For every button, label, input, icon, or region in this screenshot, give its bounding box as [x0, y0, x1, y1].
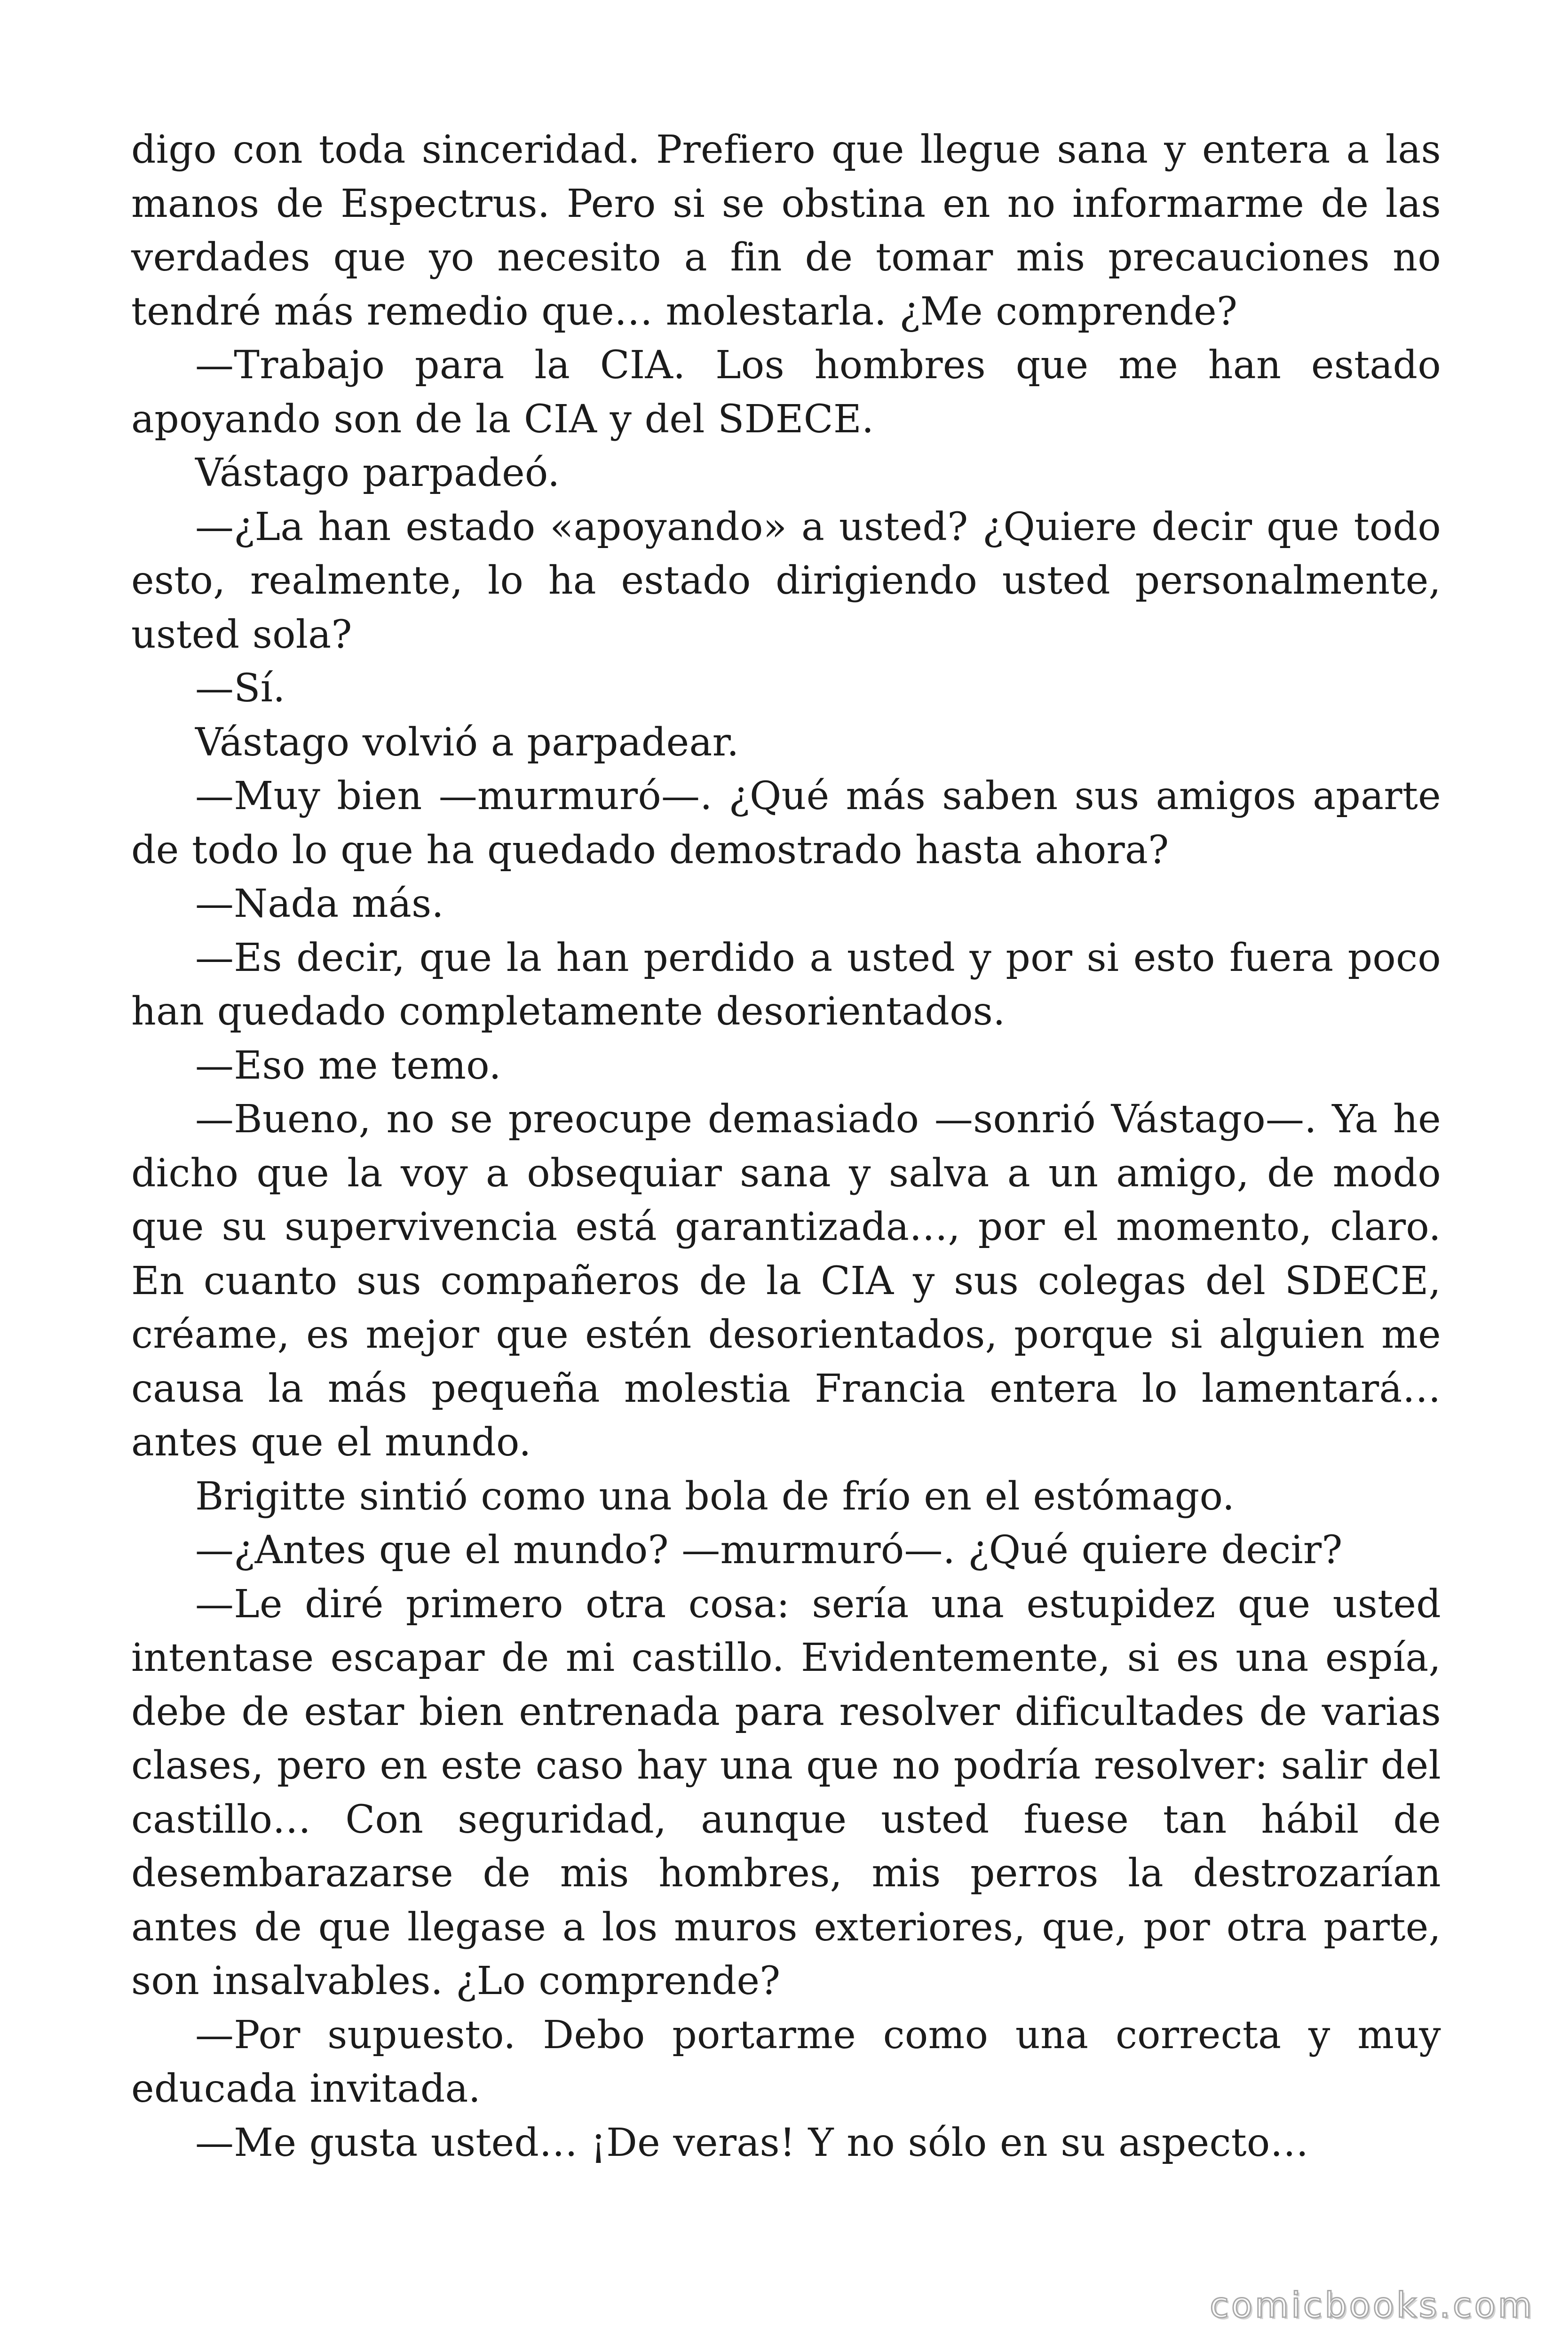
paragraph-dialogue: —Nada más.: [195, 882, 444, 926]
paragraph-dialogue: —Sí.: [195, 666, 285, 711]
paragraph-continuation: digo con toda sinceridad. Prefiero que llegue sana y entera a las manos de Espectrus. Pero si se obstina en no informarme de las verdades que yo necesito a fin de tomar mis precauciones no tendré más remedio que… molestarla. ¿Me comprende?: [131, 127, 1441, 334]
paragraph-dialogue: —Por supuesto. Debo portarme como una correcta y muy educada invitada.: [131, 2012, 1441, 2111]
paragraph-narration: Vástago volvió a parpadear.: [195, 720, 739, 765]
paragraph-dialogue: —Eso me temo.: [195, 1043, 501, 1088]
paragraph-dialogue: —Bueno, no se preocupe demasiado —sonrió Vástago—. Ya he dicho que la voy a obsequiar sana y salva a un amigo, de modo que su supervivencia está garantizada…, por el momento, claro. En cuanto sus compañeros de la CIA y sus colegas del SDECE, créame, es mejor que estén desorientados, porque si alguien me causa la más pequeña molestia Francia entera lo lamentará… antes que el mundo.: [131, 1097, 1441, 1465]
paragraph-dialogue: —¿La han estado «apoyando» a usted? ¿Quiere decir que todo esto, realmente, lo ha estado dirigiendo usted personalmente, usted sola?: [131, 504, 1441, 657]
paragraph-dialogue: —Me gusta usted… ¡De veras! Y no sólo en su aspecto…: [195, 2120, 1309, 2165]
paragraph-dialogue: —Trabajo para la CIA. Los hombres que me han estado apoyando son de la CIA y del SDECE.: [131, 343, 1441, 442]
paragraph-narration: Brigitte sintió como una bola de frío en el estómago.: [195, 1474, 1235, 1519]
watermark-logo: comicbooks.com: [1210, 2285, 1534, 2326]
paragraph-dialogue: —Muy bien —murmuró—. ¿Qué más saben sus amigos aparte de todo lo que ha quedado demostrado hasta ahora?: [131, 774, 1441, 873]
paragraph-narration: Vástago parpadeó.: [195, 451, 560, 495]
paragraph-dialogue: —¿Antes que el mundo? —murmuró—. ¿Qué quiere decir?: [195, 1528, 1343, 1573]
paragraph-dialogue: —Le diré primero otra cosa: sería una estupidez que usted intentase escapar de mi castillo. Evidentemente, si es una espía, debe de estar bien entrenada para resolver dificultades de varias clases, pero en este caso hay una que no podría resolver: salir del castillo… Con seguridad, aunque usted fuese tan hábil de desembarazarse de mis hombres, mis perros la destrozarían antes de que llegase a los muros exteriores, que, por otra parte, son insalvables. ¿Lo comprende?: [131, 1581, 1441, 2003]
paragraph-dialogue: —Es decir, que la han perdido a usted y por si esto fuera poco han quedado completamente desorientados.: [131, 935, 1441, 1034]
page-text-body: [131, 123, 1441, 2170]
